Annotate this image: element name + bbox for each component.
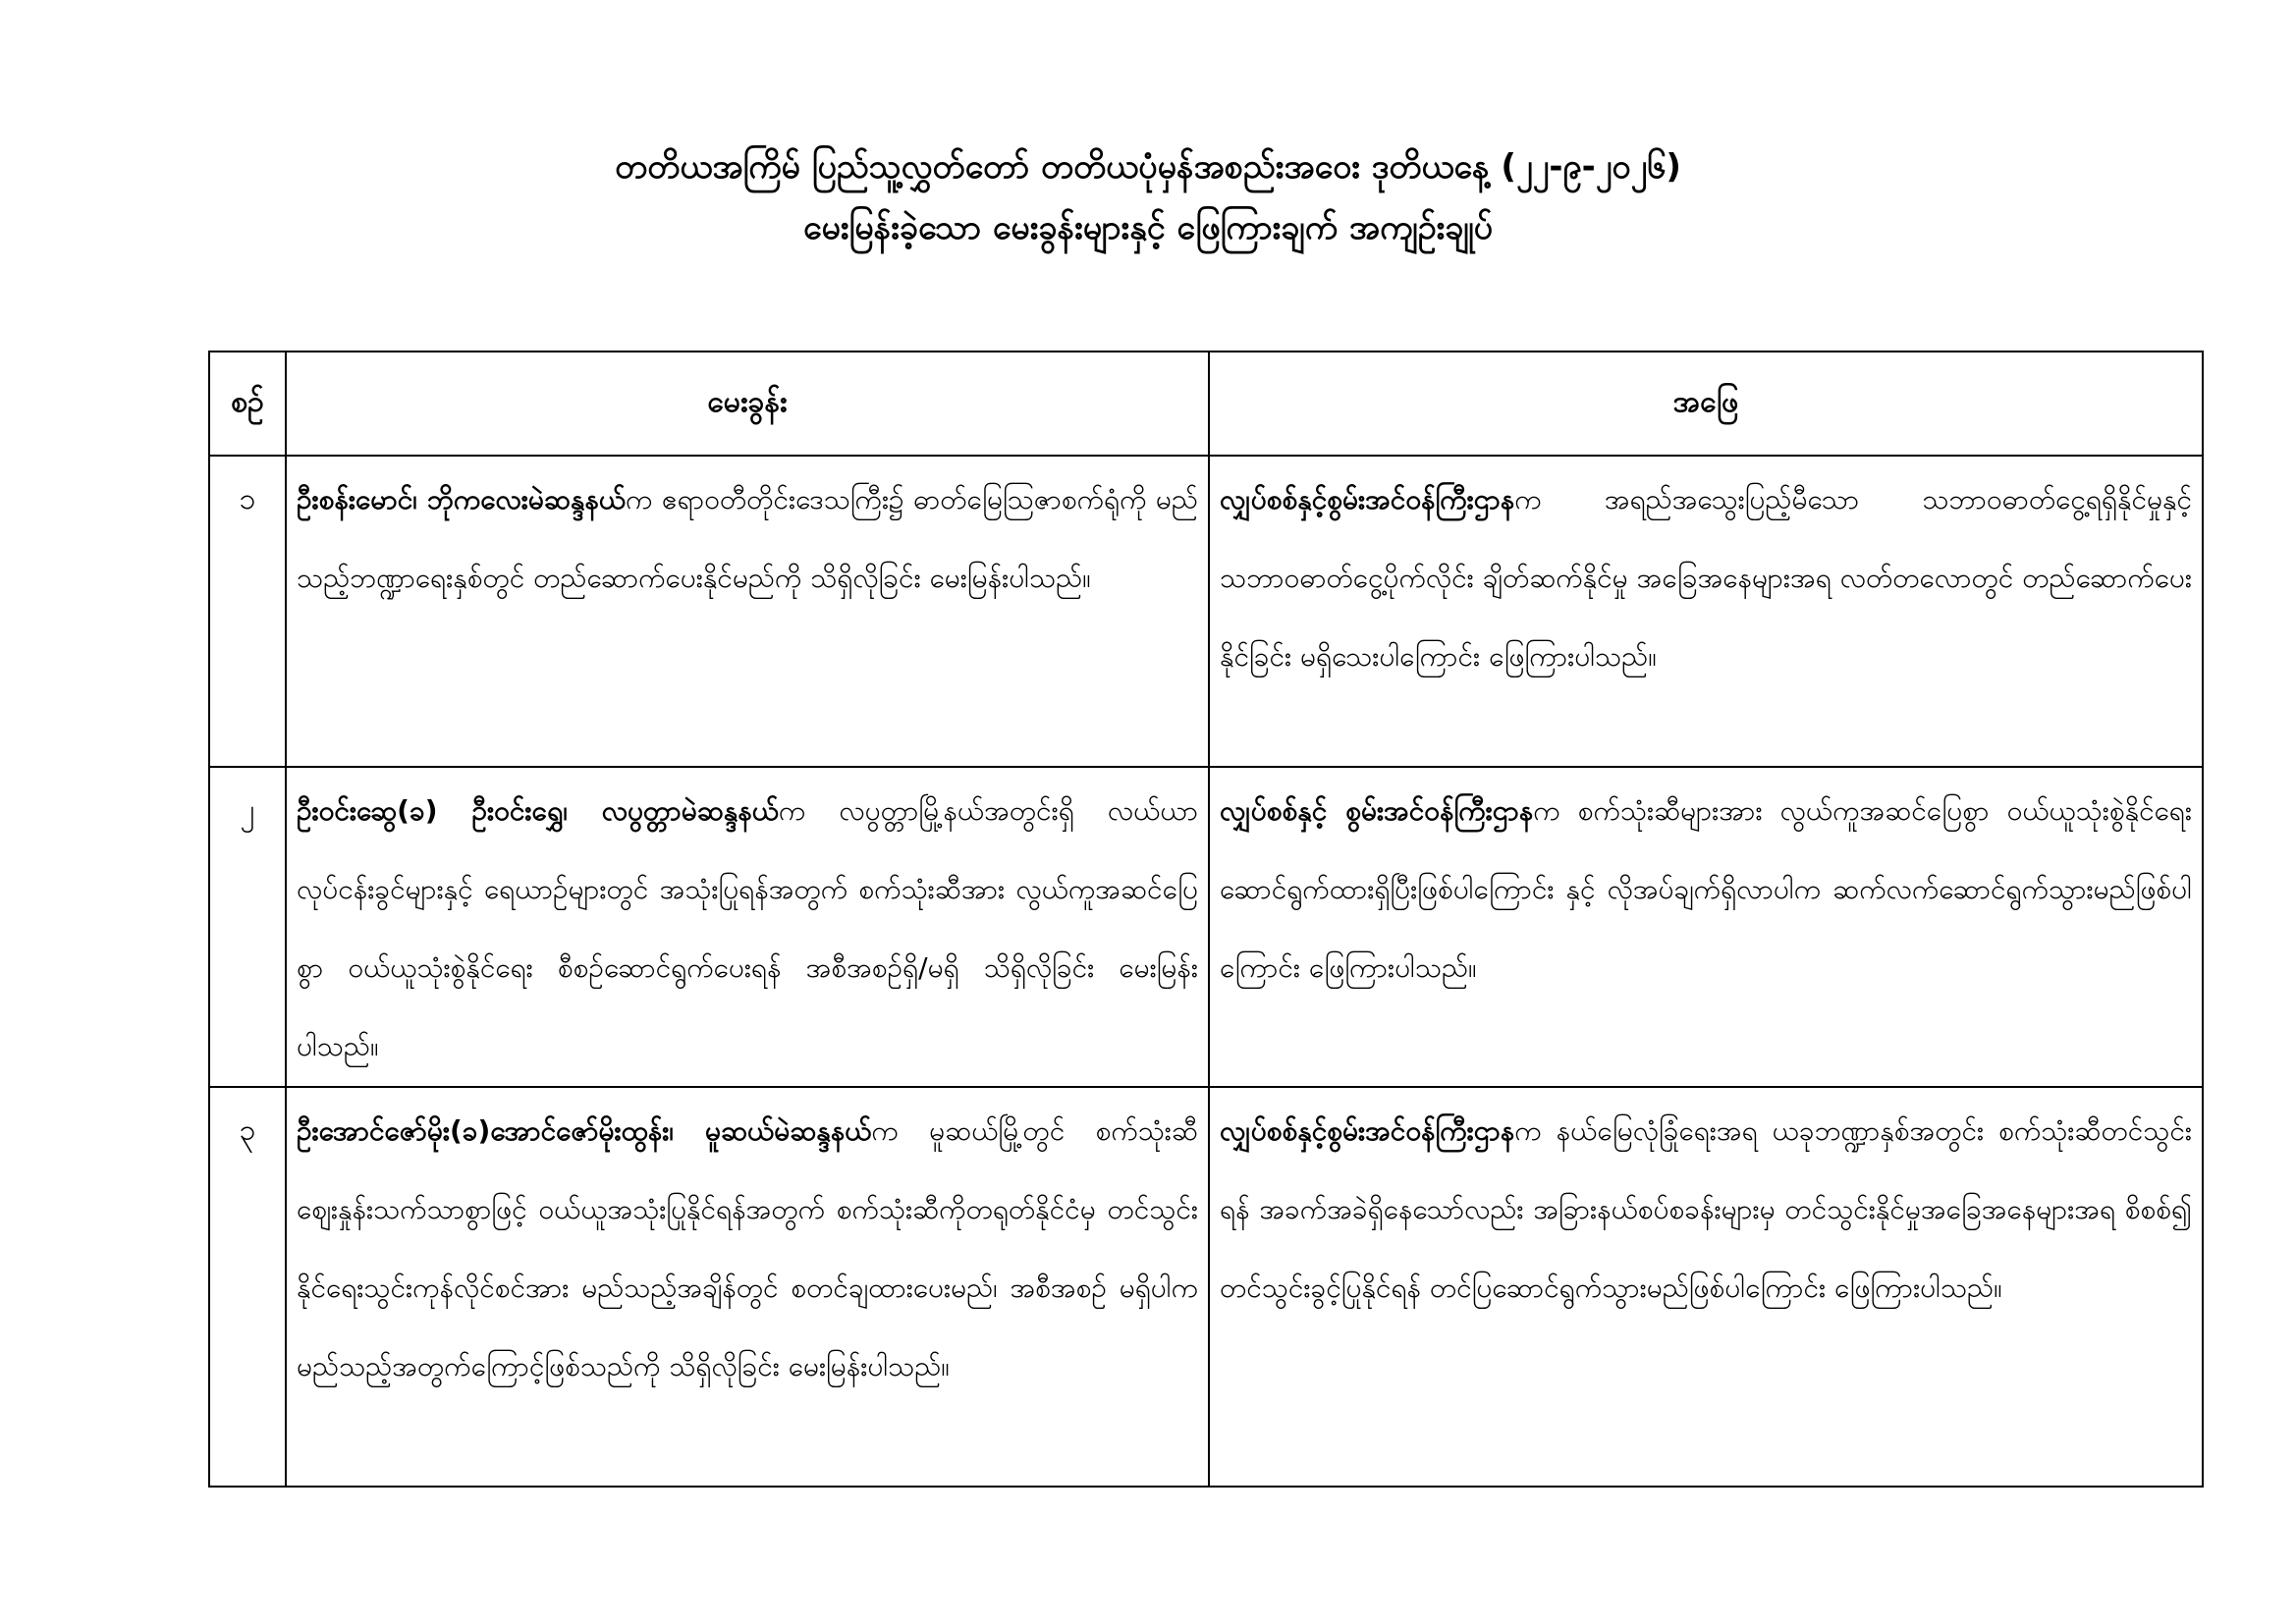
table-row: [209, 1087, 2203, 1487]
answer-cell: [1209, 1087, 2203, 1487]
answer-ministry: လျှပ်စစ်နှင့်စွမ်းအင်ဝန်ကြီးဌာန: [1220, 483, 1515, 515]
answer-text: က အရည်အသွေးပြည့်မီသော သဘာဝဓာတ်ငွေ့ရရှိနိုင်မှုနှင့် သဘာဝဓာတ်ငွေ့ပိုက်လိုင်း ချိတ်ဆက်နိုင်မှု အခြေအနေများအရ လတ်တလောတွင် တည်ဆောက်ပေးနိုင်ခြင်း မရှိသေးပါကြောင်း ဖြေကြားပါသည်။: [1220, 483, 2192, 673]
question-text: က ဧရာဝတီတိုင်းဒေသကြီး၌ ဓာတ်မြေသြဇာစက်ရုံကို မည်သည့်ဘဏ္ဍာရေးနှစ်တွင် တည်ဆောက်ပေးနိုင်မည်ကို သိရှိလိုခြင်း မေးမြန်းပါသည်။: [297, 483, 1198, 594]
page-subtitle: မေးမြန်းခဲ့သော မေးခွန်းများနှင့် ဖြေကြားချက် အကျဉ်းချုပ်: [803, 208, 1493, 247]
question-cell: [286, 456, 1209, 767]
question-text: က မူဆယ်မြို့တွင် စက်သုံးဆီဈေးနှုန်းသက်သာစွာဖြင့် ဝယ်ယူအသုံးပြုနိုင်ရန်အတွက် စက်သုံးဆီကိုတရုတ်နိုင်ငံမှ တင်သွင်းနိုင်ရေးသွင်းကုန်လိုင်စင်အား မည်သည့်အချိန်တွင် စတင်ချထားပေးမည်၊ အစီအစဉ် မရှိပါက မည်သည့်အတွက်ကြောင့်ဖြစ်သည်ကို သိရှိလိုခြင်း မေးမြန်းပါသည်။: [297, 1114, 1198, 1382]
question-speaker: ဦးစန်းမောင်၊ ဘိုကလေးမဲဆန္ဒနယ်: [297, 483, 627, 515]
question-cell: [286, 1087, 1209, 1487]
table-header-row: [209, 352, 2203, 456]
question-speaker: ဦးအောင်ဇော်မိုး(ခ)အောင်ဇော်မိုးထွန်း၊ မူဆယ်မဲဆန္ဒနယ်: [297, 1114, 872, 1147]
question-speaker: ဦးဝင်းဆွေ(ခ) ဦးဝင်းရွှေ၊ လပွတ္တာမဲဆန္ဒနယ်: [297, 794, 779, 827]
row-number: ၂: [209, 767, 286, 1087]
answer-cell: [1209, 456, 2203, 767]
header-answer: အဖြေ: [1209, 352, 2203, 456]
page-title: တတိယအကြိမ် ပြည်သူ့လွှတ်တော် တတိယပုံမှန်အစည်းအဝေး ဒုတိယနေ့ (၂၂-၉-၂၀၂၆): [615, 147, 1681, 187]
answer-ministry: လျှပ်စစ်နှင့်စွမ်းအင်ဝန်ကြီးဌာန: [1220, 1114, 1515, 1147]
row-number: ၁: [209, 456, 286, 767]
question-text: က လပွတ္တာမြို့နယ်အတွင်းရှိ လယ်ယာလုပ်ငန်းခွင်များနှင့် ရေယာဉ်များတွင် အသုံးပြုရန်အတွက် စက်သုံးဆီအား လွယ်ကူအဆင်ပြေစွာ ဝယ်ယူသုံးစွဲနိုင်ရေး စီစဉ်ဆောင်ရွက်ပေးရန် အစီအစဉ်ရှိ/မရှိ သိရှိလိုခြင်း မေးမြန်းပါသည်။: [297, 794, 1199, 1062]
row-number: ၃: [209, 1087, 286, 1487]
answer-text: က စက်သုံးဆီများအား လွယ်ကူအဆင်ပြေစွာ ဝယ်ယူသုံးစွဲနိုင်ရေး ဆောင်ရွက်ထားရှိပြီးဖြစ်ပါကြောင်း နှင့် လိုအပ်ချက်ရှိလာပါက ဆက်လက်ဆောင်ရွက်သွားမည်ဖြစ်ပါကြောင်း ဖြေကြားပါသည်။: [1220, 794, 2192, 984]
answer-ministry: လျှပ်စစ်နှင့် စွမ်းအင်ဝန်ကြီးဌာန: [1220, 794, 1534, 827]
table-row: [209, 767, 2203, 1087]
qa-table: [208, 351, 2204, 1488]
header-question: မေးခွန်း: [286, 352, 1209, 456]
question-cell: [286, 767, 1209, 1087]
table-row: [209, 456, 2203, 767]
header-no: စဉ်: [209, 352, 286, 456]
answer-text: က နယ်မြေလုံခြုံရေးအရ ယခုဘဏ္ဍာနှစ်အတွင်း စက်သုံးဆီတင်သွင်းရန် အခက်အခဲရှိနေသော်လည်း အခြားနယ်စပ်စခန်းများမှ တင်သွင်းနိုင်မှုအခြေအနေများအရ စိစစ်၍ တင်သွင်းခွင့်ပြုနိုင်ရန် တင်ပြဆောင်ရွက်သွားမည်ဖြစ်ပါကြောင်း ဖြေကြားပါသည်။: [1220, 1114, 2192, 1304]
answer-cell: [1209, 767, 2203, 1087]
